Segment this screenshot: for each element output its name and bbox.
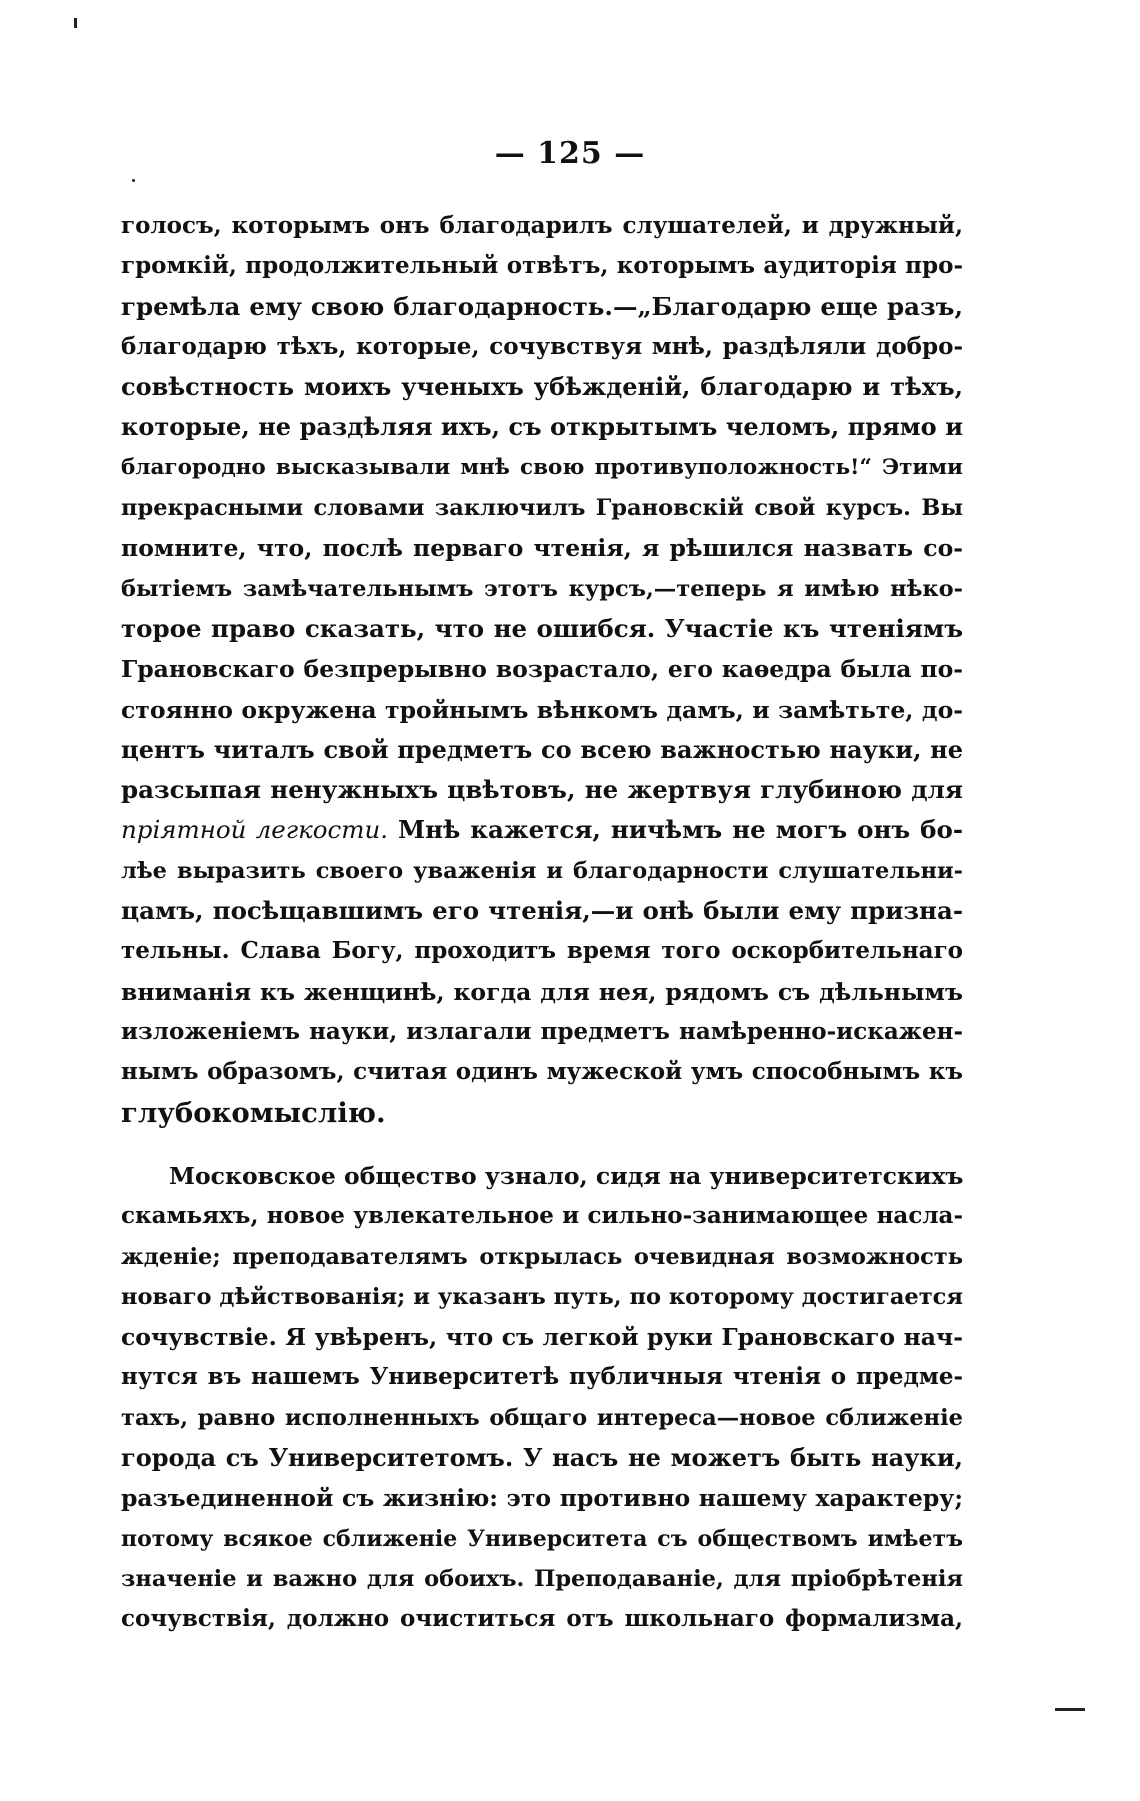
text-line: стоянно окружена тройнымъ вѣнкомъ дамъ, и замѣтьте, до- — [121, 695, 963, 724]
text-line: которые, не раздѣляя ихъ, съ открытымъ челомъ, прямо и — [121, 412, 963, 442]
text-line: совѣстность моихъ ученыхъ убѣжденій, благодарю и тѣхъ, — [121, 372, 963, 402]
text-run: Мнѣ кажется, ничѣмъ не могъ онъ бо- — [388, 815, 963, 845]
text-line: громкій, продолжительный отвѣтъ, которымъ аудиторія про- — [121, 252, 963, 280]
text-line: гремѣла ему свою благодарность.—„Благодарю еще разъ, — [121, 291, 963, 321]
text-line: бытіемъ замѣчательнымъ этотъ курсъ,—теперь я имѣю нѣко- — [121, 575, 963, 602]
text-line: значеніе и важно для обоихъ. Преподаваніе, для пріобрѣтенія — [121, 1565, 963, 1592]
scan-speck — [132, 179, 135, 182]
text-line: прекрасными словами заключилъ Грановскій свой курсъ. Вы — [121, 495, 963, 522]
text-line: центъ читалъ свой предметъ со всею важностью науки, не — [121, 734, 963, 764]
paragraph-2 — [121, 1156, 963, 1640]
text-line: тахъ, равно исполненныхъ общаго интереса—новое сближеніе — [121, 1404, 963, 1431]
text-line: цамъ, посѣщавшимъ его чтенія,—и онѣ были ему призна- — [121, 896, 963, 926]
text-line: новаго дѣйствованія; и указанъ путь, по которому достигается — [121, 1283, 963, 1310]
text-line: благородно высказывали мнѣ свою противуположность!“ Этими — [121, 454, 963, 480]
text-line: разсыпая ненужныхъ цвѣтовъ, не жертвуя глубиною для — [121, 775, 963, 805]
text-line: города съ Университетомъ. У насъ не можетъ быть науки, — [121, 1443, 963, 1473]
page-number: — 125 — — [494, 136, 646, 171]
text-line: торое право сказать, что не ошибся. Участіе къ чтеніямъ — [121, 613, 963, 643]
text-line: жденіе; преподавателямъ открылась очевидная возможность — [121, 1243, 963, 1270]
italic-phrase: пріятной легкости. — [121, 815, 389, 845]
text-line: вниманія къ женщинѣ, когда для нея, рядомъ съ дѣльнымъ — [121, 977, 963, 1006]
scan-speck — [1055, 1708, 1085, 1711]
text-line: благодарю тѣхъ, которые, сочувствуя мнѣ, раздѣляли добро- — [121, 332, 963, 360]
text-line: Грановскаго безпрерывно возрастало, его каѳедра была по- — [121, 655, 963, 684]
text-line: тельны. Слава Богу, проходитъ время того оскорбительнаго — [121, 937, 963, 965]
text-line: Московское общество узнало, сидя на университетскихъ — [169, 1162, 963, 1190]
text-line: скамьяхъ, новое увлекательное и сильно-занимающее насла- — [121, 1202, 963, 1230]
text-line: нутся въ нашемъ Университетѣ публичныя чтенія о предме- — [121, 1363, 963, 1391]
text-line: сочувствія, должно очиститься отъ школьнаго формализма, — [121, 1605, 963, 1633]
text-line: сочувствіе. Я увѣренъ, что съ легкой руки Грановскаго нач- — [121, 1323, 963, 1352]
paragraph-1 — [121, 206, 963, 1133]
text-line: глубокомыслію. — [121, 1096, 386, 1129]
text-line: голосъ, которымъ онъ благодарилъ слушателей, и дружный, — [121, 212, 963, 239]
text-line: разъединенной съ жизнію: это противно нашему характеру; — [121, 1484, 963, 1513]
text-line: нымъ образомъ, считая одинъ мужеской умъ способнымъ къ — [121, 1058, 963, 1086]
scan-speck — [74, 18, 77, 28]
text-line: помните, что, послѣ перваго чтенія, я рѣшился назвать со- — [121, 534, 963, 563]
text-line: изложеніемъ науки, излагали предметъ намѣренно-искажен- — [121, 1017, 963, 1045]
text-line-italic — [121, 810, 963, 850]
text-line: лѣе выразить своего уваженія и благодарности слушательни- — [121, 857, 963, 884]
text-line: потому всякое сближеніе Университета съ обществомъ имѣетъ — [121, 1525, 963, 1552]
